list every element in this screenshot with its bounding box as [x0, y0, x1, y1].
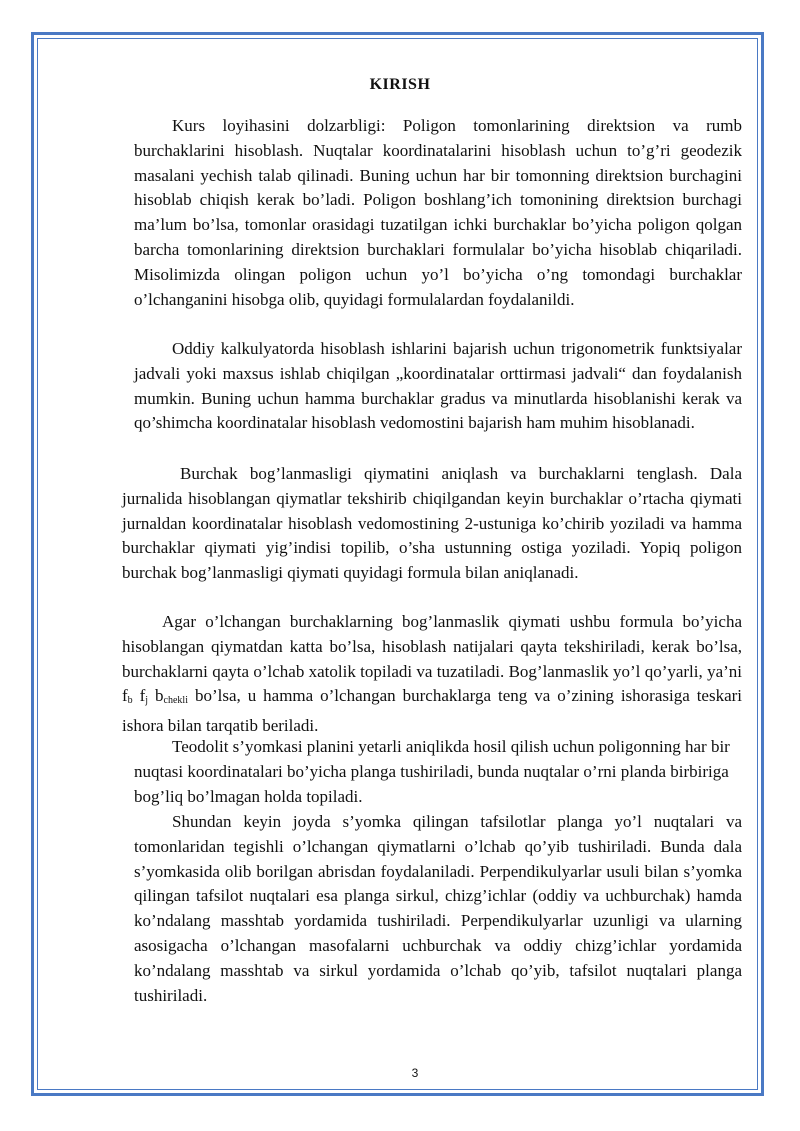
- subscript-b: b: [127, 695, 133, 707]
- paragraph-6: Shundan keyin joyda s’yomka qilingan tafsilotlar planga yo’l nuqtalari va tomonlaridan tegishli o’lchangan qiymatlarni o’lchab qo’yib tushiriladi. Bunda dala s’yomkasida olib borilgan abrisdan foydalaniladi. Perpendikulyarlar usuli bilan s’yomka qilingan tafsilot nuqtalari esa planga sirkul, chizg’ichlar (oddiy va uchburchak) hamda ko’ndalang masshtab yordamida tushiriladi. Perpendikulyarlar uzunligi va ularning asosigacha o’lchangan masofalarni uchburchak va oddiy chizg’ichlar yordamida ko’ndalang masshtab va sirkul yordamida o’lchab qo’yib, tafsilot nuqtalari planga tushiriladi.: [134, 812, 742, 1005]
- page-number: 3: [411, 1066, 419, 1080]
- paragraph-4-text-mid-1: f: [132, 686, 146, 706]
- paragraph-4: [122, 610, 742, 739]
- subscript-j: j: [145, 695, 149, 707]
- paragraph-4-text-after: bo’lsa, u hamma o’lchangan burchaklarga teng va o’zining ishorasiga teskari ishora bilan tarqatib beriladi.: [122, 686, 743, 736]
- paragraph-4-text-mid-2: b: [148, 686, 164, 706]
- paragraph-3: Burchak bog’lanmasligi qiymatini aniqlash va burchaklarni tenglash. Dala jurnalida hisoblangan qiymatlar tekshirib chiqilgandan keyin burchaklar o’rtacha qiymati jurnaldan koordinatalar hisoblash vedomostining 2-ustuniga ko’chirib yoziladi va hamma burchaklar qiymati yig’indisi topilib, o’sha ustunning ostiga yoziladi. Yopiq poligon burchak bog’lanmasligi qiymati quyidagi formula bilan aniqlanadi.: [122, 464, 742, 583]
- paragraph-4-text-before: Agar o’lchangan burchaklarning bog’lanmaslik qiymati ushbu formula bo’yicha hisoblangan qiymatdan katta bo’lsa, hisoblash natijalari qayta tekshiriladi, kerak bo’lsa, burchaklarni qayta o’lchab xatolik topiladi va tuzatiladi. Bog’lanmaslik yo’l qo’yarli, ya’ni f: [122, 612, 742, 706]
- subscript-chekli: chekli: [163, 695, 188, 707]
- paragraph-2: Oddiy kalkulyatorda hisoblash ishlarini bajarish uchun trigonometrik funktsiyalar jadvali yoki maxsus ishlab chiqilgan „koordinatalar orttirmasi jadvali“ dan foydalanish mumkin. Buning uchun hamma burchaklar gradus va minutlarda hisoblanishi kerak va qo’shimcha koordinatalar hisoblash vedomostini bajarish ham muhim hisoblanadi.: [134, 339, 742, 433]
- page-title: KIRISH: [369, 76, 431, 93]
- paragraph-1: Kurs loyihasini dolzarbligi: Poligon tomonlarining direktsion va rumb burchaklarini hisoblash. Nuqtalar koordinatalarini hisoblash uchun to’g’ri geodezik masalani yechish talab qilinadi. Buning uchun har bir tomonning direktsion burchagini hisoblab chiqish kerak bo’ladi. Poligon boshlang’ich tomonining direktsion burchagi ma’lum bo’lsa, tomonlar orasidagi tuzatilgan ichki burchaklar bo’yicha poligon qolgan barcha tomonlarining direktsion burchaklari formulalar bo’yicha hisoblab chiqariladi. Misolimizda olingan poligon uchun yo’l bo’yicha o’ng tomondagi burchaklar o’lchanganini hisobga olib, quyidagi formulalardan foydalanildi.: [134, 116, 742, 309]
- paragraph-5: Teodolit s’yomkasi planini yetarli aniqlikda hosil qilish uchun poligonning har bir nuqtasi koordinatalari bo’yicha planga tushiriladi, bunda nuqtalar o’rni planda birbiriga bog’liq bo’lmagan holda topiladi.: [134, 737, 730, 806]
